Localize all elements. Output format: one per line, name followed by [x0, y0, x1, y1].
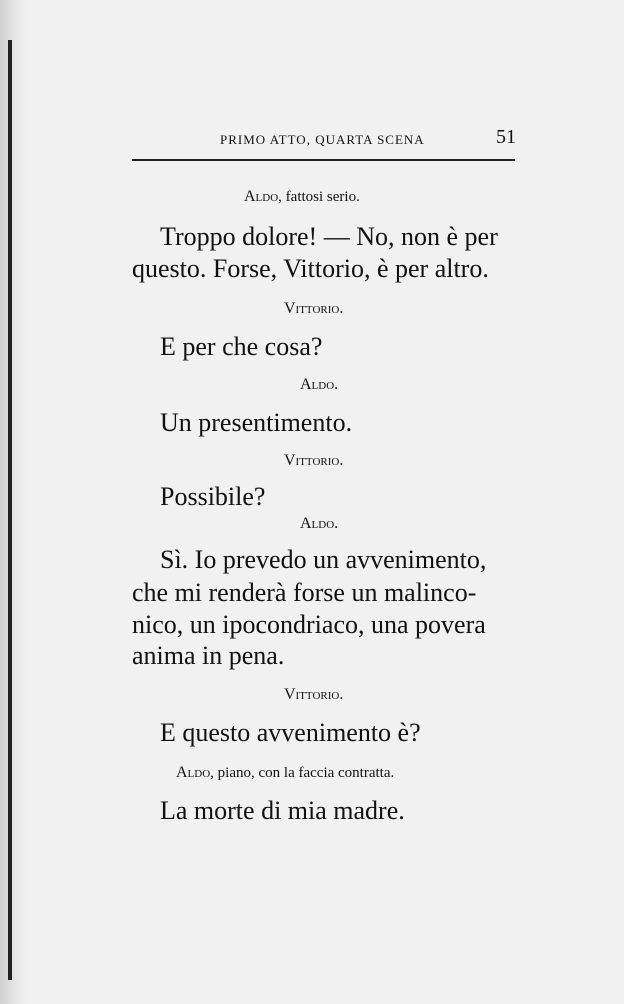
dialogue-line: Troppo dolore! — No, non è per — [160, 222, 498, 251]
speaker-name: Aldo. — [300, 376, 339, 393]
stage-direction: , piano, con la faccia contratta. — [210, 765, 395, 781]
dialogue-line: che mi renderà forse un malinco- — [132, 578, 477, 607]
dialogue-line: E questo avvenimento è? — [160, 718, 421, 747]
dialogue-line: E per che cosa? — [160, 332, 323, 361]
header-rule — [132, 159, 515, 161]
speaker-name: Aldo — [176, 764, 211, 781]
dialogue-line: nico, un ipocondriaco, una povera — [132, 610, 486, 639]
stage-direction: , fattosi serio. — [278, 189, 360, 205]
dialogue-line: anima in pena. — [132, 641, 285, 670]
speaker-name: Vittorio. — [284, 452, 344, 469]
speaker-name: Aldo — [244, 188, 279, 205]
speaker-line — [176, 764, 394, 782]
dialogue-line: La morte di mia madre. — [160, 796, 405, 825]
page-number: 51 — [496, 126, 516, 148]
dialogue-line: questo. Forse, Vittorio, è per altro. — [132, 254, 489, 283]
binding-line — [8, 40, 12, 980]
dialogue-line: Sì. Io prevedo un avvenimento, — [160, 545, 487, 574]
speaker-name: Vittorio. — [284, 686, 344, 703]
speaker-name: Vittorio. — [284, 300, 344, 317]
page-binding-edge — [0, 0, 26, 1004]
speaker-name: Aldo. — [300, 515, 339, 532]
dialogue-line: Un presentimento. — [160, 408, 353, 437]
speaker-line — [244, 188, 360, 206]
running-title: PRIMO ATTO, QUARTA SCENA — [220, 132, 425, 147]
dialogue-line: Possibile? — [160, 482, 266, 511]
